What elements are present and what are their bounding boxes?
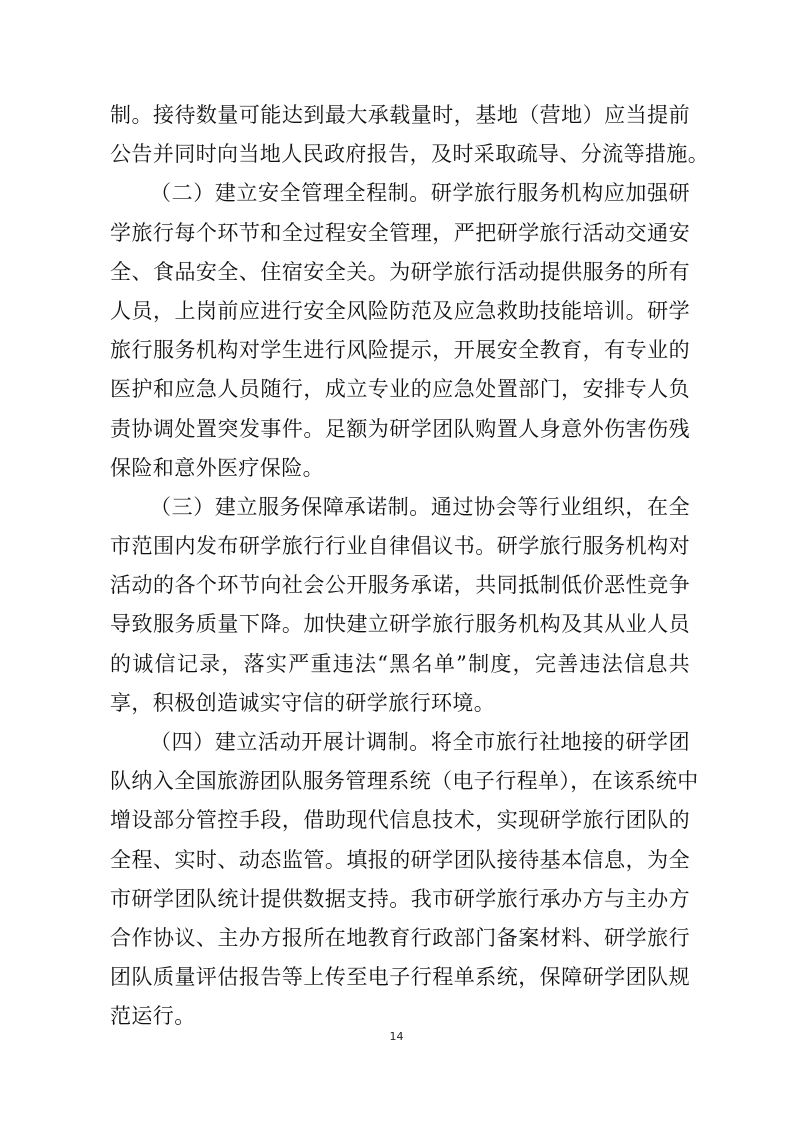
text-line: 的诚信记录，落实严重违法“黑名单”制度，完善违法信息共	[110, 651, 690, 676]
text-line: 学旅行每个环节和全过程安全管理，严把研学旅行活动交通安	[110, 220, 690, 245]
text-line: 全、食品安全、住宿安全关。为研学旅行活动提供服务的所有	[110, 259, 690, 284]
paragraph-heading-line: （四）建立活动开展计调制。将全市旅行社地接的研学团	[150, 730, 690, 754]
text-line: 活动的各个环节向社会公开服务承诺，共同抵制低价恶性竞争	[110, 573, 690, 598]
text-line: 合作协议、主办方报所在地教育行政部门备案材料、研学旅行	[110, 925, 690, 950]
text-line: 旅行服务机构对学生进行风险提示，开展安全教育，有专业的	[110, 338, 690, 363]
text-line: 责协调处置突发事件。足额为研学团队购置人身意外伤害伤残	[110, 416, 690, 441]
text-line: 人员，上岗前应进行安全风险防范及应急救助技能培训。研学	[110, 298, 690, 323]
body-text	[110, 96, 710, 1037]
text-line: 制。接待数量可能达到最大承载量时，基地（营地）应当提前	[110, 103, 690, 127]
page-number: 14	[389, 1030, 404, 1043]
text-line: 增设部分管控手段，借助现代信息技术，实现研学旅行团队的	[110, 808, 690, 833]
text-line: 市研学团队统计提供数据支持。我市研学旅行承办方与主办方	[110, 886, 690, 911]
text-line: 公告并同时向当地人民政府报告，及时采取疏导、分流等措施。	[110, 142, 710, 167]
text-line: 享，积极创造诚实守信的研学旅行环境。	[110, 690, 496, 715]
text-line: 队纳入全国旅游团队服务管理系统（电子行程单），在该系统中	[110, 769, 699, 794]
text-line: 全程、实时、动态监管。填报的研学团队接待基本信息，为全	[110, 847, 690, 872]
text-line: 市范围内发布研学旅行行业自律倡议书。研学旅行服务机构对	[110, 534, 690, 559]
text-line: 保险和意外医疗保险。	[110, 455, 324, 480]
text-line: 导致服务质量下降。加快建立研学旅行服务机构及其从业人员	[110, 612, 690, 637]
text-line: 团队质量评估报告等上传至电子行程单系统，保障研学团队规	[110, 965, 690, 990]
text-line: 医护和应急人员随行，成立专业的应急处置部门，安排专人负	[110, 377, 690, 402]
paragraph-heading-line: （二）建立安全管理全程制。研学旅行服务机构应加强研	[150, 181, 690, 206]
paragraph-heading-line: （三）建立服务保障承诺制。通过协会等行业组织，在全	[150, 494, 690, 519]
text-line: 范运行。	[110, 1004, 196, 1029]
